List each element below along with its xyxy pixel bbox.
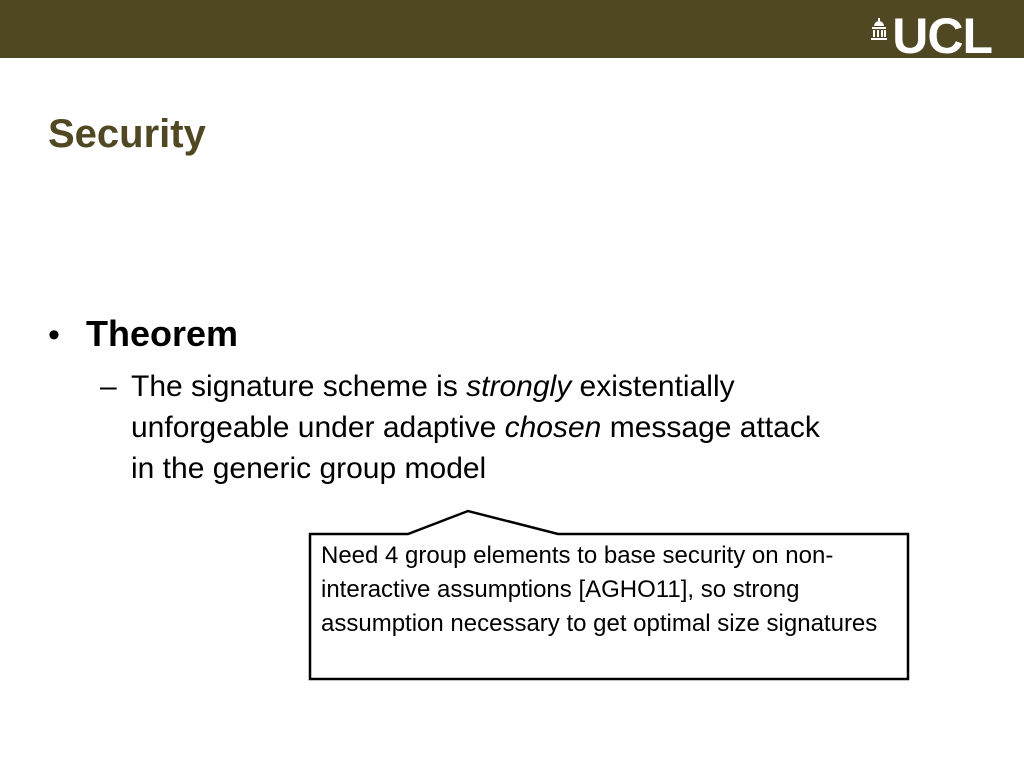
header-bar <box>0 0 1024 64</box>
sub-bullet-dash: – <box>100 370 117 403</box>
sub-text-part-1: The signature scheme is <box>131 370 467 403</box>
sub-bullet-text <box>131 366 820 489</box>
sub-bullet-item <box>100 366 820 489</box>
logo-text: UCL <box>892 8 992 64</box>
callout-box <box>308 508 910 682</box>
sub-text-part-3: message attack in the generic group model <box>131 411 820 485</box>
emphasis-strongly: strongly <box>466 370 572 403</box>
ucl-logo <box>870 8 992 64</box>
slide-title: Security <box>48 112 206 156</box>
callout-text: Need 4 group elements to base security on non-interactive assumptions [AGHO11], so strong assumption necessary to get optimal size signatures <box>321 542 878 637</box>
emphasis-chosen: chosen <box>504 411 602 444</box>
bullet-dot: • <box>48 316 60 354</box>
sub-text-part-2: existentially unforgeable under adaptive <box>131 370 735 444</box>
portico-icon <box>870 18 888 40</box>
bullet-item <box>48 310 238 358</box>
bullet-text: Theorem <box>86 313 239 354</box>
